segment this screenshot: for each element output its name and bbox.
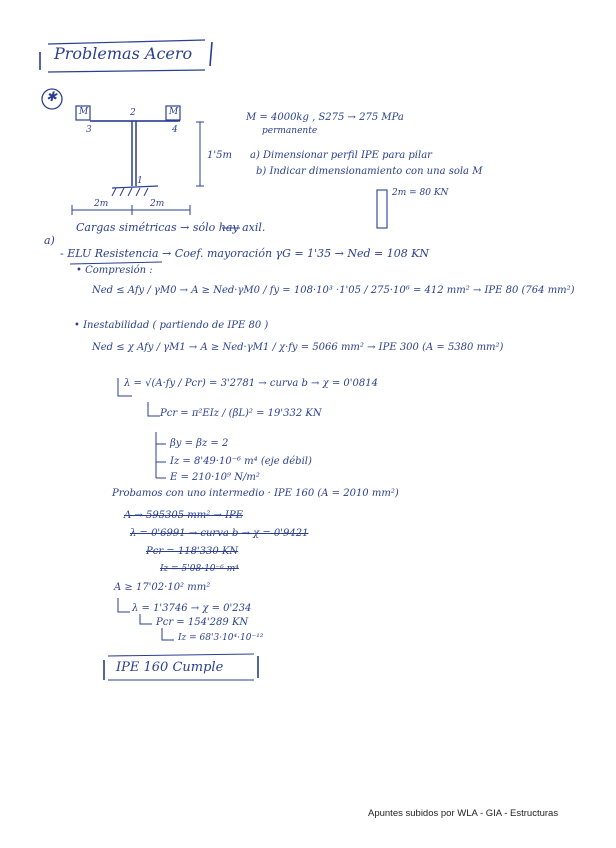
inestabilidad-formula: Ned ≤ χ Afy / γM1 → A ≥ Ned·γM1 / χ·fy = 5066 mm² → IPE 300 (A = 5380 mm²) <box>92 342 504 353</box>
footer-note: Apuntes subidos por WLA - GIA - Estructuras <box>368 808 559 819</box>
struck-line: λ = 0'6991 → curva b → χ = 0'9421 <box>130 528 309 539</box>
data-permanent: permanente <box>262 126 318 136</box>
data-m-load: M = 4000kg , S275 → 275 MPa <box>246 112 404 123</box>
node-label: 3 <box>86 125 92 135</box>
iz-line: Iz = 8'49·10⁻⁶ m⁴ (eje débil) <box>170 456 312 467</box>
data-part-b: b) Indicar dimensionamiento con una sola M <box>256 166 483 177</box>
node-label: 1 <box>137 176 143 186</box>
pcr-line: Pcr = π²EIz / (βL)² = 19'332 KN <box>160 408 322 419</box>
problem-star-icon: ✱ <box>46 90 57 105</box>
node-label: 2 <box>130 108 136 118</box>
elu-line: - ELU Resistencia → Coef. mayoración γG = 1'35 → Ned = 108 KN <box>60 247 430 260</box>
pcr2-line: Pcr = 154'289 KN <box>156 617 249 628</box>
cargas-line: Cargas simétricas → sólo hay axil. <box>76 221 266 234</box>
iz2-line: Iz = 68'3·10⁴·10⁻¹² <box>178 633 264 643</box>
compresion-formula: Ned ≤ Afy / γM0 → A ≥ Ned·γM0 / fy = 108·10³ ·1'05 / 275·10⁶ = 412 mm² → IPE 80 (764 mm²) <box>92 285 575 296</box>
struck-line: A → 595305 mm² → IPE <box>124 510 243 521</box>
probamos-line: Probamos con uno intermedio · IPE 160 (A = 2010 mm²) <box>112 488 399 499</box>
e-line: E = 210·10⁹ N/m² <box>170 472 260 483</box>
span-right-label: 2m <box>150 199 165 209</box>
span-left-label: 2m <box>94 199 109 209</box>
lambda2-line: λ = 1'3746 → χ = 0'234 <box>132 603 252 614</box>
side-load-label: 2m = 80 KN <box>392 188 449 198</box>
struck-line: Iz = 5'08·10⁻⁶ m⁴ <box>160 564 239 574</box>
compresion-label: • Compresión : <box>76 265 153 276</box>
area-result: A ≥ 17'02·10² mm² <box>114 582 211 593</box>
node-label: 4 <box>172 125 178 135</box>
data-part-a: a) Dimensionar perfil IPE para pilar <box>250 150 432 161</box>
part-a-label: a) <box>44 234 55 247</box>
node-label: M <box>169 107 179 117</box>
node-label: M <box>79 107 89 117</box>
lambda-line: λ = √(A·fy / Pcr) = 3'2781 → curva b → χ = 0'0814 <box>124 378 378 389</box>
page-title: Problemas Acero <box>54 44 193 63</box>
height-label: 1'5m <box>207 150 232 161</box>
struck-line: Pcr = 118'330 KN <box>146 546 239 557</box>
beta-line: βy = βz = 2 <box>170 438 229 449</box>
inestabilidad-label: • Inestabilidad ( partiendo de IPE 80 ) <box>74 320 269 331</box>
conclusion-box: IPE 160 Cumple <box>116 660 224 675</box>
